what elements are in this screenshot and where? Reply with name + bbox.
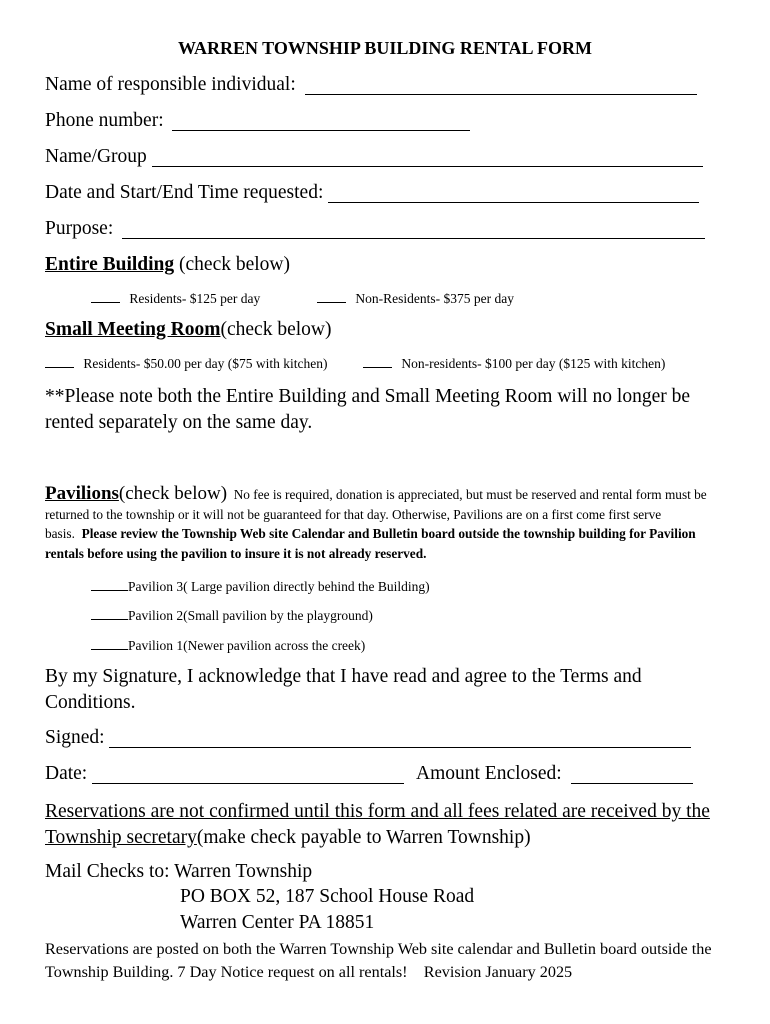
purpose-label: Purpose: xyxy=(45,218,114,239)
entire-building-nonresidents-option xyxy=(317,289,514,307)
footer-note xyxy=(45,938,735,984)
entire-building-suffix: (check below) xyxy=(174,254,290,275)
date-time-label: Date and Start/End Time requested: xyxy=(45,182,324,203)
mail-line-2: PO BOX 52, 187 School House Road xyxy=(180,886,475,907)
signed-label: Signed: xyxy=(45,727,105,748)
reservation-notice xyxy=(45,799,710,851)
small-room-nonresidents-option xyxy=(363,354,665,372)
pavilion-3-label: Pavilion 3( Large pavilion directly behind the Building) xyxy=(128,579,430,594)
phone-label: Phone number: xyxy=(45,110,164,131)
mail-label-row xyxy=(45,861,312,883)
entire-building-heading-row xyxy=(45,254,290,276)
separate-rental-note: **Please note both the Entire Building and Small Meeting Room will no longer be rented separately on the same day. xyxy=(45,386,691,433)
amount-label: Amount Enclosed: xyxy=(416,763,562,784)
name-input[interactable] xyxy=(305,76,697,95)
form-title: WARREN TOWNSHIP BUILDING RENTAL FORM xyxy=(177,38,593,58)
phone-field-row xyxy=(45,110,470,132)
pavilion-1-checkbox[interactable] xyxy=(91,636,128,650)
date-time-field-row xyxy=(45,182,699,204)
mail-line-3: Warren Center PA 18851 xyxy=(180,912,375,933)
pavilions-suffix: (check below) xyxy=(118,483,228,504)
name-field-row xyxy=(45,74,697,96)
pavilions-section xyxy=(45,484,725,563)
amount-input[interactable] xyxy=(571,765,693,784)
purpose-field-row xyxy=(45,218,705,240)
small-room-residents-option xyxy=(45,354,327,372)
entire-building-heading: Entire Building xyxy=(45,254,175,275)
pavilion-2-checkbox[interactable] xyxy=(91,606,128,620)
entire-building-residents-option xyxy=(91,289,260,307)
acknowledgement-text: By my Signature, I acknowledge that I have read and agree to the Terms and Conditions. xyxy=(45,666,642,713)
pavilion-1-label: Pavilion 1(Newer pavilion across the creek) xyxy=(128,638,366,653)
pavilion-2-label: Pavilion 2(Small pavilion by the playground) xyxy=(128,608,373,623)
pavilion-1-option xyxy=(91,636,365,654)
small-room-nonresidents-checkbox[interactable] xyxy=(363,354,392,368)
pavilion-3-option xyxy=(91,577,430,595)
small-room-residents-label: Residents- $50.00 per day ($75 with kitchen) xyxy=(83,356,328,371)
footer-text: Reservations are posted on both the Warren Township Web site calendar and Bulletin board outside the Township Building. 7 Day Notice request on all rentals! xyxy=(45,940,712,981)
pavilions-heading: Pavilions xyxy=(45,483,119,504)
pavilions-notice: Please review the Township Web site Calendar and Bulletin board outside the township building for Pavilion rentals before using the pavilion to insure it is not already reserved. xyxy=(45,526,696,561)
entire-building-residents-checkbox[interactable] xyxy=(91,289,120,303)
small-room-heading-row xyxy=(45,319,331,341)
signature-row xyxy=(45,727,691,749)
mail-line-1: Warren Township xyxy=(174,861,313,882)
entire-building-nonresidents-checkbox[interactable] xyxy=(317,289,346,303)
signature-input[interactable] xyxy=(109,729,691,748)
small-room-nonresidents-label: Non-residents- $100 per day ($125 with kitchen) xyxy=(401,356,666,371)
group-label: Name/Group xyxy=(45,146,147,167)
date-row xyxy=(45,763,404,785)
date-input[interactable] xyxy=(92,765,404,784)
phone-input[interactable] xyxy=(172,112,470,131)
entire-building-nonresidents-label: Non-Residents- $375 per day xyxy=(355,291,514,306)
reservation-notice-underlined: Reservations are not confirmed until this form and all fees related are received by the Township secretary xyxy=(45,801,710,848)
pavilion-3-checkbox[interactable] xyxy=(91,577,128,591)
entire-building-residents-label: Residents- $125 per day xyxy=(129,291,261,306)
pavilion-2-option xyxy=(91,606,373,624)
group-field-row xyxy=(45,146,703,168)
reservation-notice-rest: (make check payable to Warren Township) xyxy=(196,827,531,848)
small-room-heading: Small Meeting Room xyxy=(45,319,221,340)
mail-label: Mail Checks to: xyxy=(45,861,170,882)
small-room-suffix: (check below) xyxy=(220,319,332,340)
amount-row xyxy=(416,763,693,785)
revision-text: Revision January 2025 xyxy=(423,963,573,981)
purpose-input[interactable] xyxy=(122,220,705,239)
pavilions-intro: No fee is required, donation is appreciated, but must be reserved and rental form must be returned to the township or it will not be guaranteed for that day. Otherwise, Pavilions are on a first come first serve basis. xyxy=(45,487,707,541)
small-room-residents-checkbox[interactable] xyxy=(45,354,74,368)
group-input[interactable] xyxy=(152,148,703,167)
date-label: Date: xyxy=(45,763,88,784)
name-label: Name of responsible individual: xyxy=(45,74,296,95)
date-time-input[interactable] xyxy=(328,184,699,203)
